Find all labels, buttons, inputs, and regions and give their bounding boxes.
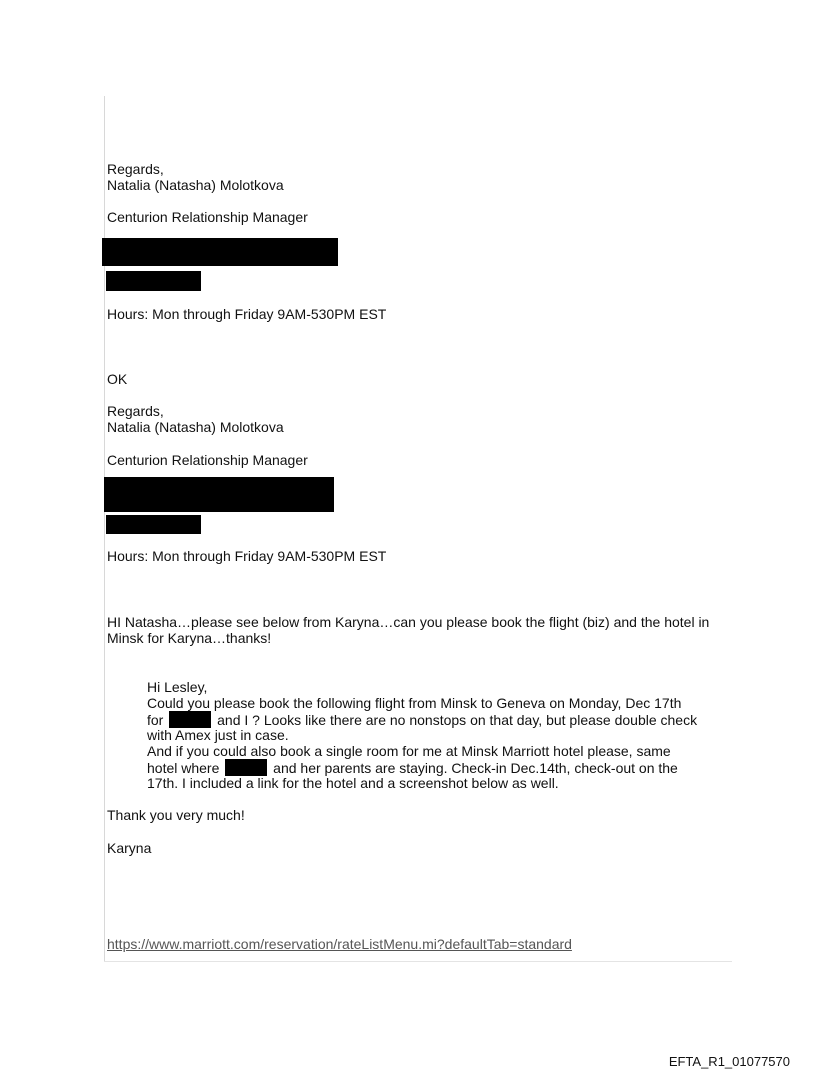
sender-name: Karyna	[107, 840, 152, 856]
quoted-line	[147, 759, 678, 776]
redaction-inline	[225, 759, 267, 776]
signature-regards: Regards,	[107, 403, 164, 419]
hotel-link[interactable]: https://www.marriott.com/reservation/rateListMenu.mi?defaultTab=standard	[107, 936, 572, 952]
quoted-text: hotel where	[147, 760, 220, 776]
quoted-greeting: Hi Lesley,	[147, 679, 208, 695]
signature-hours: Hours: Mon through Friday 9AM-530PM EST	[107, 548, 387, 564]
quoted-text: and her parents are staying. Check-in Dec.14th, check-out on the	[273, 760, 678, 776]
redaction-box	[106, 515, 201, 534]
forward-line: HI Natasha…please see below from Karyna…can you please book the flight (biz) and the hotel in	[107, 614, 710, 630]
signature-name: Natalia (Natasha) Molotkova	[107, 419, 284, 435]
redaction-box	[104, 477, 334, 512]
quote-border-left	[104, 96, 105, 962]
signature-title: Centurion Relationship Manager	[107, 452, 308, 468]
signature-hours: Hours: Mon through Friday 9AM-530PM EST	[107, 306, 387, 322]
quoted-line	[147, 711, 697, 728]
redaction-box	[102, 238, 338, 266]
forward-line: Minsk for Karyna…thanks!	[107, 630, 272, 646]
redaction-box	[106, 271, 201, 291]
signature-title: Centurion Relationship Manager	[107, 209, 308, 225]
signature-regards: Regards,	[107, 161, 164, 177]
quoted-line: 17th. I included a link for the hotel and a screenshot below as well.	[147, 775, 559, 791]
closing-text: Thank you very much!	[107, 807, 245, 823]
reply-text: OK	[107, 371, 128, 387]
quoted-text: for	[147, 712, 164, 728]
quoted-line: And if you could also book a single room for me at Minsk Marriott hotel please, same	[147, 743, 671, 759]
quoted-line: with Amex just in case.	[147, 727, 289, 743]
quote-border-bottom	[104, 961, 732, 962]
redaction-inline	[169, 711, 211, 728]
document-id: EFTA_R1_01077570	[668, 1054, 790, 1069]
quoted-text: and I ? Looks like there are no nonstops on that day, but please double check	[217, 712, 698, 728]
signature-name: Natalia (Natasha) Molotkova	[107, 177, 284, 193]
quoted-line: Could you please book the following flight from Minsk to Geneva on Monday, Dec 17th	[147, 695, 682, 711]
